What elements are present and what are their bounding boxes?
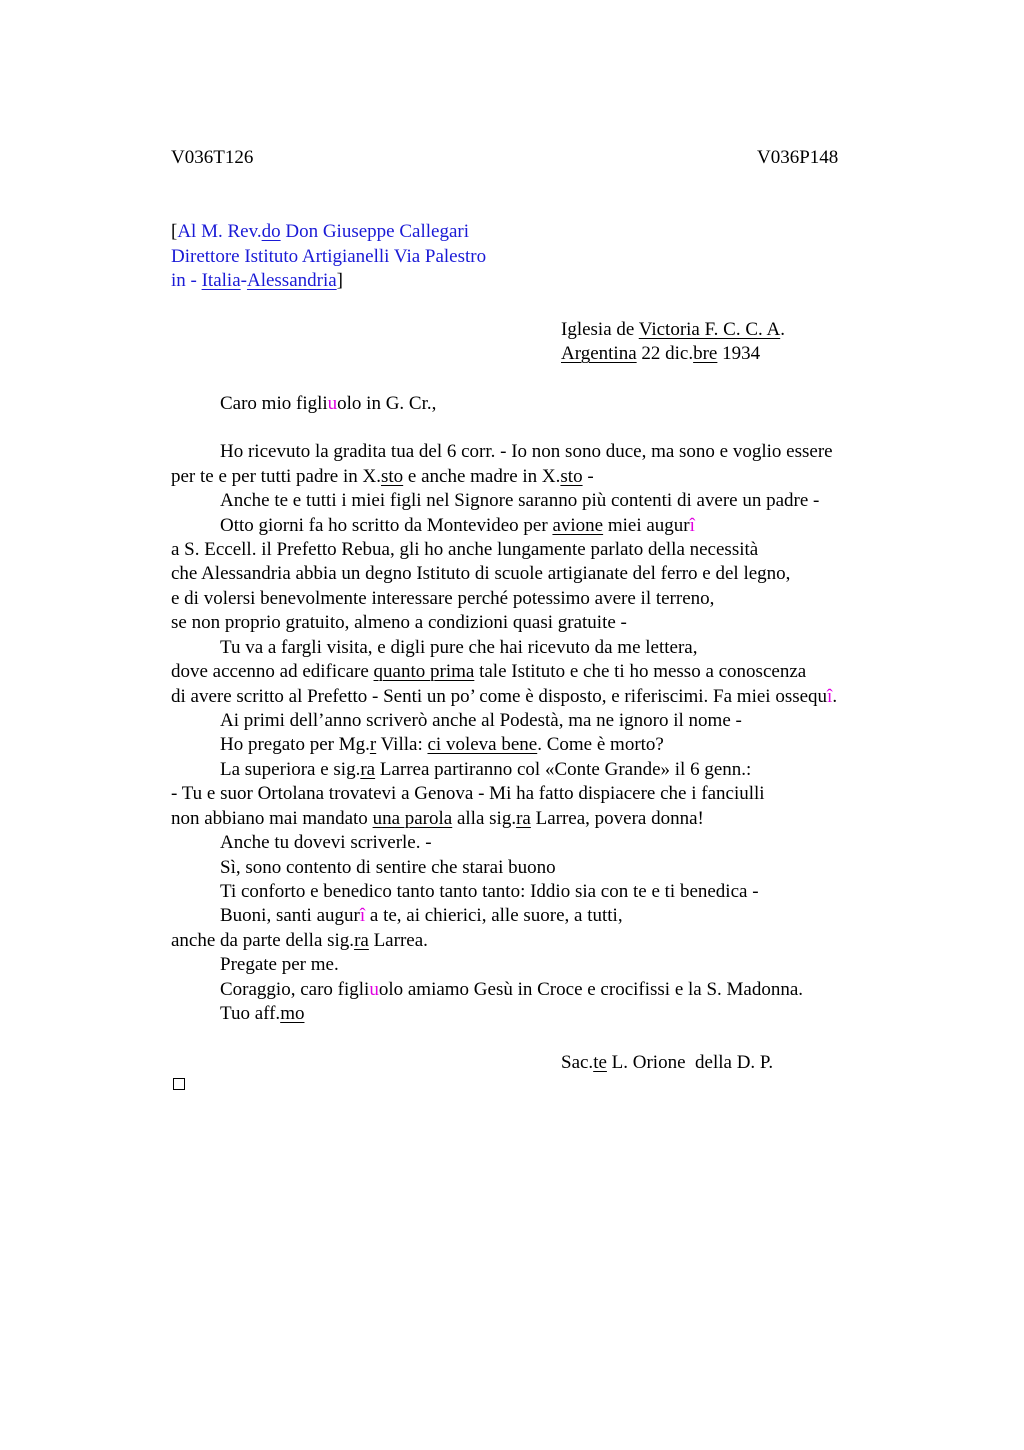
body-line: Ai primi dell’anno scriverò anche al Podestà, ma ne ignoro il nome -	[220, 710, 742, 731]
body-line: Ti conforto e benedico tanto tanto tanto: Iddio sia con te e ti benedica -	[220, 881, 759, 902]
body-line: Anche te e tutti i miei figli nel Signore saranno più contenti di avere un padre -	[220, 490, 820, 511]
salutation: Caro mio figliuolo in G. Cr.,	[220, 393, 437, 414]
address-line-2: Direttore Istituto Artigianelli Via Palestro	[171, 246, 487, 267]
body-line: - Tu e suor Ortolana trovatevi a Genova - Mi ha fatto dispiacere che i fanciulli	[171, 783, 765, 804]
body-line: a S. Eccell. il Prefetto Rebua, gli ho anche lungamente parlato della necessità	[171, 539, 759, 560]
body-line: La superiora e sig.ra Larrea partiranno col «Conte Grande» il 6 genn.:	[220, 759, 752, 780]
body-line: dove accenno ad edificare quanto prima tale Istituto e che ti ho messo a conoscenza	[171, 661, 807, 682]
header-left-code: V036T126	[171, 147, 254, 168]
body-line: per te e per tutti padre in X.sto e anche madre in X.sto -	[171, 466, 594, 487]
body-line: se non proprio gratuito, almeno a condizioni quasi gratuite -	[171, 612, 627, 633]
place-line-1: Iglesia de Victoria F. C. C. A.	[561, 319, 785, 340]
body-line: che Alessandria abbia un degno Istituto di scuole artigianate del ferro e del legno,	[171, 563, 791, 584]
body-line: Anche tu dovevi scriverle. -	[220, 832, 432, 853]
body-line: di avere scritto al Prefetto - Senti un po’ come è disposto, e riferiscimi. Fa miei ossequî.	[171, 686, 838, 707]
closing: Tuo aff.mo	[220, 1003, 305, 1024]
body-line: Coraggio, caro figliuolo amiamo Gesù in Croce e crocifissi e la S. Madonna.	[220, 979, 804, 1000]
body-line: Otto giorni fa ho scritto da Montevideo per avione miei augurî	[220, 515, 695, 536]
signature: Sac.te L. Orione della D. P.	[561, 1052, 774, 1073]
body-line: non abbiano mai mandato una parola alla sig.ra Larrea, povera donna!	[171, 808, 704, 829]
address-line-1: [Al M. Rev.do Don Giuseppe Callegari	[171, 221, 469, 242]
body-line: Buoni, santi augurî a te, ai chierici, alle suore, a tutti,	[220, 905, 623, 926]
body-line: anche da parte della sig.ra Larrea.	[171, 930, 428, 951]
body-line: Sì, sono contento di sentire che starai buono	[220, 857, 556, 878]
header-right-code: V036P148	[757, 147, 839, 168]
body-line: e di volersi benevolmente interessare perché potessimo avere il terreno,	[171, 588, 715, 609]
body-line: Ho ricevuto la gradita tua del 6 corr. - Io non sono duce, ma sono e voglio essere	[220, 441, 833, 462]
body-line: Tu va a fargli visita, e digli pure che hai ricevuto da me lettera,	[220, 637, 698, 658]
body-line: Pregate per me.	[220, 954, 339, 975]
address-line-3: in - Italia-Alessandria]	[171, 270, 343, 291]
end-marker-square	[173, 1078, 185, 1090]
place-date-line: Argentina 22 dic.bre 1934	[561, 343, 761, 364]
body-line: Ho pregato per Mg.r Villa: ci voleva bene. Come è morto?	[220, 734, 664, 755]
